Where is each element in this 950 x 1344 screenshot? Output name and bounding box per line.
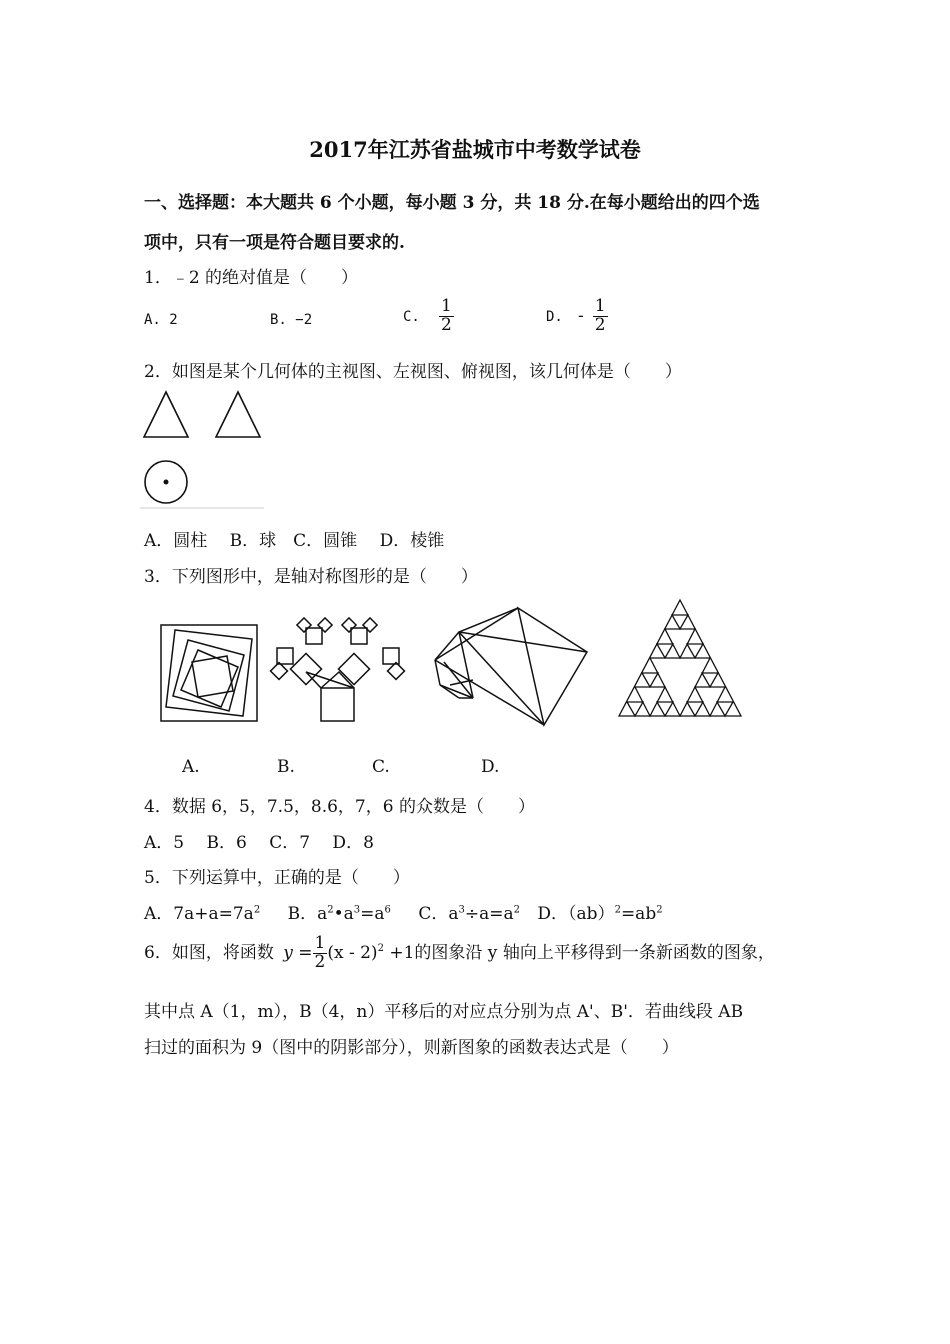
- q5-c-mid: ÷a=a: [464, 904, 514, 924]
- fraction-denominator: 2: [440, 314, 452, 335]
- q3-figures: [140, 600, 760, 740]
- q6-exponent: 2: [377, 943, 384, 955]
- q5-b-exp2: 3: [353, 904, 361, 916]
- q5-a-text: A．7a+a=7a: [144, 904, 254, 924]
- q3-label-d: D.: [481, 757, 500, 777]
- q1-option-d-sign: -: [577, 305, 584, 326]
- q1-option-d: [546, 298, 608, 335]
- q5-option-d: [537, 904, 662, 924]
- q1-option-d-prefix: D.: [546, 308, 563, 325]
- q5-d-exp1: 2: [614, 904, 621, 916]
- q1-option-b: B. −2: [270, 312, 313, 328]
- q5-d-mid: =ab: [620, 904, 657, 924]
- q1-option-a: A. 2: [144, 312, 178, 328]
- q5-c-exp2: 2: [513, 904, 520, 916]
- front-view-triangle: [144, 392, 188, 437]
- q5-d-exp2: 2: [656, 904, 663, 916]
- q6-prefix: 6．如图，将函数: [144, 942, 274, 963]
- q2-three-views-figure: [140, 388, 270, 513]
- q5-b-mid2: =a: [360, 904, 385, 924]
- q3-stem: 3．下列图形中，是轴对称图形的是（ ）: [144, 567, 478, 587]
- q6-suffix: 的图象沿 y 轴向上平移得到一条新函数的图象，: [414, 942, 775, 963]
- q5-option-c: [418, 904, 520, 924]
- fraction-denominator: 2: [314, 951, 326, 972]
- q3-label-b: B.: [277, 757, 295, 777]
- side-view-triangle: [216, 392, 260, 437]
- q2-stem: 2．如图是某个几何体的主视图、左视图、俯视图，该几何体是（ ）: [144, 362, 682, 382]
- fraction-numerator: 1: [594, 296, 606, 316]
- q1-option-c-fraction: [439, 298, 454, 335]
- figure-c-triangle-spiral: [435, 608, 587, 725]
- q1-option-c: [403, 298, 454, 335]
- q4-options: A．5 B．6 C．7 D．8: [144, 833, 374, 853]
- q6-line1: [144, 935, 775, 972]
- section-heading-line1: 一、选择题：本大题共 6 个小题，每小题 3 分，共 18 分.在每小题给出的四个选: [144, 193, 760, 213]
- q5-stem: 5．下列运算中，正确的是（ ）: [144, 868, 410, 888]
- q5-c-text: C．a: [418, 904, 459, 924]
- q5-options: [144, 899, 663, 924]
- page-title: 2017年江苏省盐城市中考数学试卷: [309, 137, 641, 162]
- top-view-center-dot: [164, 480, 169, 485]
- q5-d-text: D．（ab）: [537, 904, 615, 924]
- q1-option-c-prefix: C.: [403, 308, 420, 325]
- q6-fraction: [313, 935, 328, 972]
- q6-y-equals: y =: [283, 942, 313, 963]
- q5-b-exp1: 2: [327, 904, 334, 916]
- q5-option-b: [288, 904, 391, 924]
- q5-a-exponent: 2: [253, 904, 261, 916]
- figure-a-rotated-squares: [161, 625, 257, 721]
- section-heading-line2: 项中，只有一项是符合题目要求的.: [144, 233, 405, 253]
- q5-b-exp3: 6: [384, 904, 391, 916]
- q5-c-exp1: 3: [458, 904, 465, 916]
- q3-label-a: A.: [182, 757, 200, 777]
- fraction-numerator: 1: [440, 296, 452, 316]
- q1-option-d-fraction: [593, 298, 608, 335]
- q4-stem: 4．数据 6，5，7.5，8.6，7，6 的众数是（ ）: [144, 797, 535, 817]
- q6-plus-one: +1: [383, 942, 415, 963]
- q5-b-mid: •a: [333, 904, 354, 924]
- q3-label-c: C.: [372, 757, 390, 777]
- figure-b-pythagoras-tree: [271, 618, 405, 721]
- q5-option-a: [144, 904, 260, 924]
- q2-options: A．圆柱 B．球 C．圆锥 D．棱锥: [144, 531, 445, 551]
- fraction-numerator: 1: [314, 933, 326, 953]
- q1-stem: 1．﹣2 的绝对值是（ ）: [144, 268, 359, 288]
- q6-line3: 扫过的面积为 9（图中的阴影部分），则新图象的函数表达式是（ ）: [144, 1038, 679, 1058]
- q6-line2: 其中点 A（1，m），B（4，n）平移后的对应点分别为点 A'、B'．若曲线段 AB: [144, 1002, 744, 1022]
- figure-d-sierpinski-triangle: [619, 600, 741, 716]
- q6-expression: (x - 2): [327, 942, 378, 963]
- q5-b-text: B．a: [287, 904, 328, 924]
- fraction-denominator: 2: [594, 314, 606, 335]
